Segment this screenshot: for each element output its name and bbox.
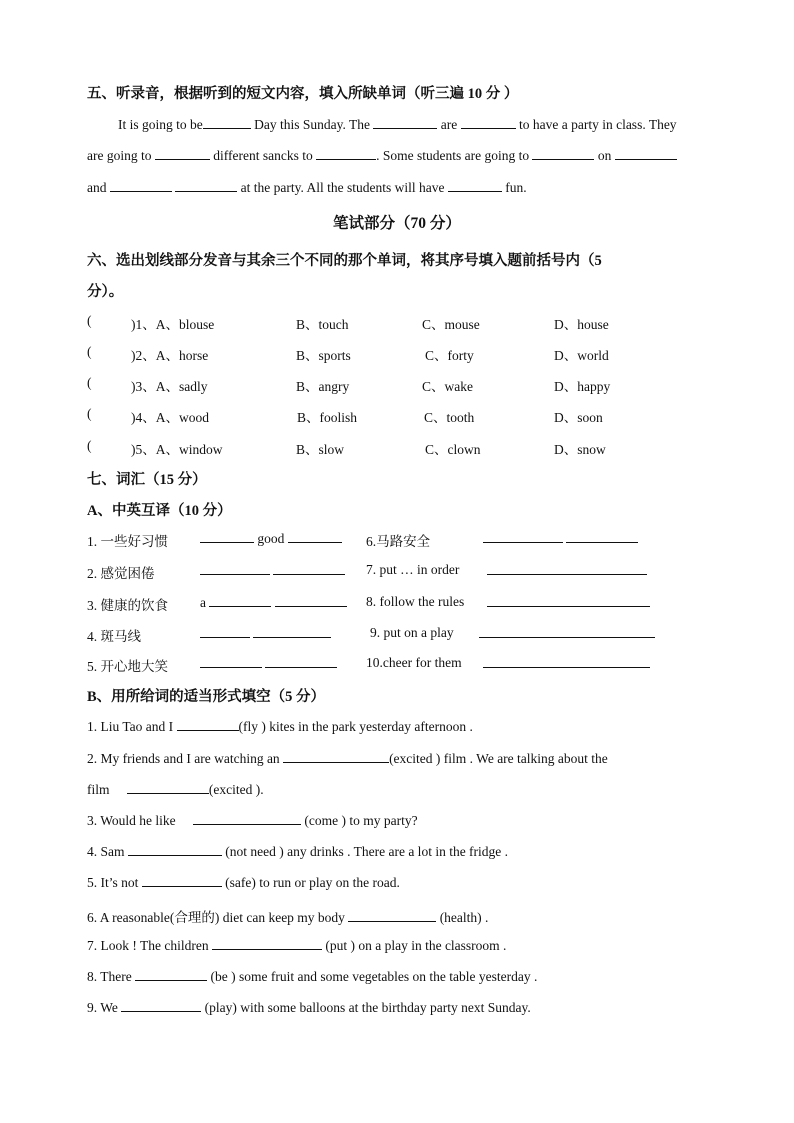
partB-item	[87, 718, 473, 735]
text-fragment: (health) .	[439, 910, 489, 925]
blank[interactable]	[200, 530, 254, 543]
option-c: C、clown	[425, 442, 481, 457]
blank[interactable]	[127, 781, 209, 794]
vocab-prompt: 6.马路安全	[366, 534, 431, 549]
blank[interactable]	[212, 937, 322, 950]
blank[interactable]	[128, 843, 222, 856]
vocab-prompt: 4. 斑马线	[87, 629, 141, 644]
text-fragment: (come ) to my party?	[304, 813, 418, 828]
answer-paren[interactable]: (	[87, 375, 92, 390]
blank[interactable]	[121, 999, 201, 1012]
blank[interactable]	[155, 147, 210, 160]
answer-paren[interactable]: (	[87, 438, 92, 453]
text-fragment: 4. Sam	[87, 844, 125, 859]
blank[interactable]	[348, 909, 436, 922]
blank[interactable]	[487, 562, 647, 575]
partB-item	[87, 937, 506, 954]
vocab-answer	[200, 530, 342, 547]
text-fragment: (excited ) film . We are talking about the	[389, 751, 608, 766]
partB-item	[87, 843, 508, 860]
option-b: B、sports	[296, 348, 351, 363]
vocab-answer	[487, 562, 647, 579]
text-fragment: a	[200, 595, 206, 610]
text-fragment: (excited ).	[208, 782, 264, 797]
text-fragment: 6. A reasonable(合理的) diet can keep my body	[87, 910, 345, 925]
partB-item	[87, 999, 531, 1016]
blank[interactable]	[483, 655, 650, 668]
blank[interactable]	[200, 625, 250, 638]
vocab-prompt: 5. 开心地大笑	[87, 659, 168, 674]
blank[interactable]	[275, 594, 347, 607]
text-fragment: 3. Would he like	[87, 813, 176, 828]
text-fragment: different sancks to	[213, 148, 313, 163]
text-fragment: 7. Look ! The children	[87, 938, 209, 953]
blank[interactable]	[532, 147, 594, 160]
vocab-answer	[483, 530, 638, 547]
vocab-answer	[479, 625, 655, 642]
option-d: D、snow	[554, 442, 606, 457]
option-d: D、soon	[554, 410, 603, 425]
option-c: C、wake	[422, 379, 473, 394]
blank[interactable]	[177, 718, 239, 731]
option-c: C、mouse	[422, 317, 480, 332]
text-fragment: It is going to be	[118, 117, 203, 132]
section6-heading: 六、选出划线部分发音与其余三个不同的那个单词，将其序号填入题前括号内（5	[87, 253, 602, 269]
vocab-prompt: 10.cheer for them	[366, 655, 462, 670]
blank[interactable]	[193, 812, 301, 825]
option-b: B、touch	[296, 317, 349, 332]
vocab-answer	[487, 594, 650, 611]
text-fragment: (play) with some balloons at the birthday party next Sunday.	[204, 1000, 531, 1015]
blank[interactable]	[253, 625, 331, 638]
section5-line3	[87, 179, 755, 196]
partB-item	[87, 874, 400, 891]
text-fragment: are	[440, 117, 458, 132]
vocab-prompt: 3. 健康的饮食	[87, 598, 168, 613]
vocab-answer	[200, 562, 345, 579]
option-b: B、angry	[296, 379, 350, 394]
option-c: C、tooth	[424, 410, 475, 425]
option-a: )4、A、wood	[131, 410, 209, 425]
blank[interactable]	[461, 116, 516, 129]
text-fragment: and	[87, 180, 107, 195]
blank[interactable]	[566, 530, 638, 543]
text-fragment: 9. We	[87, 1000, 118, 1015]
text-fragment: fun.	[505, 180, 527, 195]
option-a: )2、A、horse	[131, 348, 209, 363]
text-fragment: 5. It’s not	[87, 875, 139, 890]
vocab-answer	[200, 655, 337, 672]
answer-paren[interactable]: (	[87, 313, 92, 328]
blank[interactable]	[209, 594, 271, 607]
text-fragment: on	[597, 148, 612, 163]
partB-item	[87, 906, 488, 926]
text-fragment: 8. There	[87, 969, 132, 984]
text-fragment: at the party. All the students will have	[240, 180, 445, 195]
option-d: D、house	[554, 317, 609, 332]
blank[interactable]	[265, 655, 337, 668]
option-b: B、foolish	[297, 410, 358, 425]
blank[interactable]	[487, 594, 650, 607]
blank[interactable]	[316, 147, 376, 160]
text-fragment: . Some students are going to	[376, 148, 530, 163]
blank[interactable]	[483, 530, 563, 543]
option-d: D、happy	[554, 379, 611, 394]
option-a: )1、A、blouse	[131, 317, 215, 332]
text-fragment: are going to	[87, 148, 152, 163]
partB-item	[87, 968, 537, 985]
vocab-answer	[200, 625, 331, 642]
text-fragment: good	[257, 531, 285, 546]
text-fragment: (put ) on a play in the classroom .	[325, 938, 507, 953]
option-c: C、forty	[425, 348, 474, 363]
vocab-prompt: 7. put … in order	[366, 562, 460, 577]
blank[interactable]	[283, 750, 389, 763]
vocab-prompt: 1. 一些好习惯	[87, 534, 168, 549]
blank[interactable]	[175, 179, 237, 192]
vocab-prompt: 8. follow the rules	[366, 594, 465, 609]
partB-item	[87, 750, 608, 767]
blank[interactable]	[135, 968, 207, 981]
option-b: B、slow	[296, 442, 345, 457]
option-d: D、world	[554, 348, 609, 363]
blank[interactable]	[142, 874, 222, 887]
text-fragment: (be ) some fruit and some vegetables on the table yesterday .	[210, 969, 538, 984]
section6-heading-cont: 分）。	[87, 284, 124, 300]
partB-heading: B、用所给词的适当形式填空（5 分）	[87, 689, 326, 705]
text-fragment: Day this Sunday. The	[254, 117, 370, 132]
text-fragment: to have a party in class. They	[518, 117, 677, 132]
text-fragment: film	[87, 782, 110, 797]
blank[interactable]	[200, 562, 270, 575]
option-a: )5、A、window	[131, 442, 223, 457]
partB-item	[87, 812, 418, 829]
blank[interactable]	[615, 147, 677, 160]
section5-line2	[87, 147, 755, 164]
blank[interactable]	[288, 530, 342, 543]
text-fragment: (safe) to run or play on the road.	[225, 875, 400, 890]
section5-line1	[87, 116, 755, 133]
blank[interactable]	[373, 116, 437, 129]
answer-paren[interactable]: (	[87, 406, 92, 421]
written-part-title: 笔试部分（70 分）	[333, 215, 461, 232]
text-fragment: 2. My friends and I are watching an	[87, 751, 280, 766]
vocab-answer	[200, 594, 347, 611]
text-fragment: (fly ) kites in the park yesterday afternoon .	[238, 719, 473, 734]
vocab-prompt: 2. 感觉困倦	[87, 566, 155, 581]
section7-heading: 七、词汇（15 分）	[87, 472, 207, 488]
text-fragment: 1. Liu Tao and I	[87, 719, 174, 734]
blank[interactable]	[448, 179, 502, 192]
blank[interactable]	[110, 179, 172, 192]
blank[interactable]	[203, 116, 251, 129]
partA-heading: A、中英互译（10 分）	[87, 503, 232, 519]
blank[interactable]	[200, 655, 262, 668]
text-fragment: (not need ) any drinks . There are a lot in the fridge .	[225, 844, 509, 859]
partB-item	[87, 781, 264, 798]
option-a: )3、A、sadly	[131, 379, 208, 394]
answer-paren[interactable]: (	[87, 344, 92, 359]
blank[interactable]	[479, 625, 655, 638]
blank[interactable]	[273, 562, 345, 575]
vocab-answer	[483, 655, 650, 672]
vocab-prompt: 9. put on a play	[370, 625, 454, 640]
section5-heading: 五、听录音，根据听到的短文内容，填入所缺单词（听三遍 10 分 ）	[87, 86, 519, 102]
